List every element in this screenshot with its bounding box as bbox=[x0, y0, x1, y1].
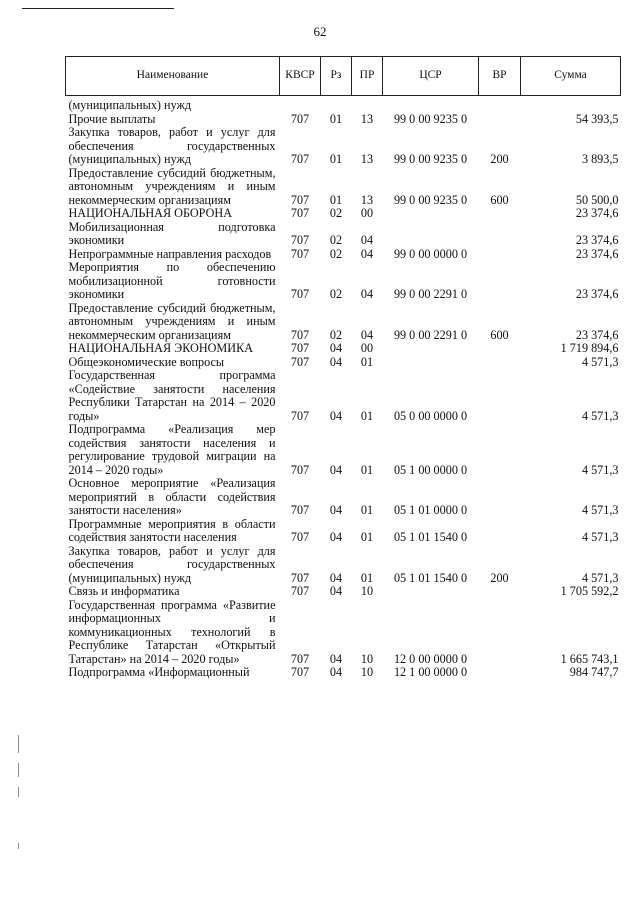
cell-vr bbox=[479, 261, 521, 302]
header-rz: Рз bbox=[321, 57, 352, 96]
cell-name: НАЦИОНАЛЬНАЯ ОБОРОНА bbox=[68, 206, 233, 220]
cell-kvsr: 707 bbox=[290, 327, 310, 342]
cell-vr bbox=[479, 96, 521, 113]
table-row bbox=[66, 545, 621, 586]
header-kvsr: КВСР bbox=[280, 57, 321, 96]
cell-pr: 04 bbox=[360, 327, 374, 342]
cell-sum: 23 374,6 bbox=[575, 327, 619, 342]
table-row bbox=[66, 248, 621, 262]
cell-sum: 50 500,0 bbox=[575, 192, 619, 207]
table-row bbox=[66, 599, 621, 667]
cell-vr bbox=[479, 477, 521, 518]
page-number: 62 bbox=[313, 24, 327, 39]
cell-pr: 13 bbox=[360, 152, 374, 166]
cell-kvsr: 707 bbox=[290, 503, 310, 517]
cell-csr bbox=[383, 356, 479, 370]
cell-sum: 1 665 743,1 bbox=[560, 651, 619, 666]
cell-vr: 600 bbox=[490, 327, 509, 342]
cell-csr bbox=[383, 585, 479, 599]
cell-vr bbox=[479, 221, 521, 248]
cell-name: Общеэкономические вопросы bbox=[68, 354, 225, 369]
cell-pr: 10 bbox=[360, 665, 374, 679]
cell-sum: 3 893,5 bbox=[581, 152, 619, 166]
cell-rz: 04 bbox=[329, 570, 343, 585]
table-row bbox=[66, 666, 621, 680]
cell-vr: 600 bbox=[490, 192, 509, 207]
cell-rz: 04 bbox=[329, 462, 343, 477]
cell-sum: 4 571,3 bbox=[581, 408, 619, 423]
cell-pr: 13 bbox=[360, 111, 374, 126]
cell-pr: 01 bbox=[360, 354, 374, 369]
cell-vr bbox=[479, 666, 521, 680]
cell-kvsr: 707 bbox=[290, 341, 310, 355]
table-row bbox=[66, 585, 621, 599]
cell-csr: 05 1 00 0000 0 bbox=[393, 462, 468, 477]
cell-pr: 13 bbox=[360, 192, 374, 207]
cell-csr bbox=[383, 221, 479, 248]
cell-rz: 02 bbox=[329, 287, 343, 301]
cell-vr: 200 bbox=[490, 570, 509, 585]
cell-sum: 1 719 894,6 bbox=[560, 341, 619, 355]
cell-vr bbox=[479, 518, 521, 545]
cell-pr bbox=[352, 96, 383, 113]
cell-pr: 10 bbox=[360, 651, 374, 666]
table-row bbox=[66, 356, 621, 370]
table-row bbox=[66, 221, 621, 248]
cell-kvsr: 707 bbox=[290, 111, 310, 126]
cell-sum: 984 747,7 bbox=[569, 665, 619, 679]
cell-kvsr: 707 bbox=[290, 570, 310, 585]
cell-pr: 01 bbox=[360, 503, 374, 517]
cell-rz: 04 bbox=[329, 584, 343, 598]
table-row bbox=[66, 126, 621, 167]
cell-csr: 99 0 00 2291 0 bbox=[393, 327, 468, 342]
table-row bbox=[66, 369, 621, 423]
cell-sum: 23 374,6 bbox=[575, 233, 619, 247]
cell-csr: 12 1 00 0000 0 bbox=[393, 665, 468, 679]
cell-rz: 04 bbox=[329, 503, 343, 517]
cell-pr: 00 bbox=[360, 341, 374, 355]
header-csr: ЦСР bbox=[383, 57, 479, 96]
cell-csr bbox=[383, 342, 479, 356]
cell-vr bbox=[479, 248, 521, 262]
cell-sum bbox=[521, 96, 621, 113]
cell-kvsr: 707 bbox=[290, 354, 310, 369]
cell-vr bbox=[479, 207, 521, 221]
cell-sum: 4 571,3 bbox=[581, 530, 619, 544]
cell-kvsr: 707 bbox=[290, 233, 310, 247]
cell-pr: 10 bbox=[360, 584, 374, 598]
cell-rz: 02 bbox=[329, 327, 343, 342]
cell-name: Мобилизационная подготовка экономики bbox=[68, 219, 276, 247]
cell-vr bbox=[479, 113, 521, 127]
table-row bbox=[66, 342, 621, 356]
cell-rz: 01 bbox=[329, 152, 343, 166]
cell-vr bbox=[479, 585, 521, 599]
cell-rz: 04 bbox=[329, 530, 343, 544]
cell-kvsr: 707 bbox=[290, 584, 310, 598]
cell-name: (муниципальных) нужд bbox=[68, 98, 192, 112]
cell-sum: 1 705 592,2 bbox=[560, 584, 619, 598]
cell-csr: 99 0 00 0000 0 bbox=[393, 246, 468, 261]
header-sum: Сумма bbox=[521, 57, 621, 96]
cell-name: Закупка товаров, работ и услуг для обеспечения государственных (муниципальных) нужд bbox=[68, 543, 276, 585]
header-vr: ВР bbox=[479, 57, 521, 96]
cell-rz: 02 bbox=[329, 246, 343, 261]
cell-kvsr: 707 bbox=[290, 206, 310, 220]
cell-csr: 99 0 00 9235 0 bbox=[393, 192, 468, 207]
cell-sum: 4 571,3 bbox=[581, 462, 619, 477]
cell-rz: 02 bbox=[329, 233, 343, 247]
header-name: Наименование bbox=[66, 57, 280, 96]
budget-table bbox=[65, 56, 621, 680]
cell-name: Закупка товаров, работ и услуг для обеспечения государственных (муниципальных) нужд bbox=[68, 125, 276, 166]
cell-kvsr: 707 bbox=[290, 651, 310, 666]
cell-name: Прочие выплаты bbox=[68, 111, 156, 126]
cell-rz: 04 bbox=[329, 665, 343, 679]
cell-csr: 05 1 01 0000 0 bbox=[393, 503, 468, 517]
cell-kvsr: 707 bbox=[290, 287, 310, 301]
cell-name: Подпрограмма «Информационный bbox=[68, 665, 250, 679]
cell-name: Подпрограмма «Реализация мер содействия занятости населения и регулирование трудовой миграции на 2014 – 2020 годы» bbox=[68, 422, 276, 477]
cell-name: Программные мероприятия в области содействия занятости населения bbox=[68, 516, 276, 544]
cell-sum: 23 374,6 bbox=[575, 206, 619, 220]
cell-sum: 4 571,3 bbox=[581, 354, 619, 369]
cell-rz bbox=[321, 96, 352, 113]
cell-rz: 04 bbox=[329, 354, 343, 369]
table-row bbox=[66, 518, 621, 545]
cell-sum: 54 393,5 bbox=[575, 111, 619, 126]
cell-rz: 02 bbox=[329, 206, 343, 220]
cell-kvsr: 707 bbox=[290, 665, 310, 679]
top-rule bbox=[22, 8, 174, 9]
cell-csr: 05 1 01 1540 0 bbox=[393, 570, 468, 585]
cell-csr: 12 0 00 0000 0 bbox=[393, 651, 468, 666]
cell-vr bbox=[479, 423, 521, 477]
cell-pr: 04 bbox=[360, 246, 374, 261]
cell-rz: 04 bbox=[329, 408, 343, 423]
cell-name: Предоставление субсидий бюджетным, автономным учреждениям и иным некоммерческим организациям bbox=[68, 300, 276, 342]
cell-csr: 99 0 00 9235 0 bbox=[393, 111, 468, 126]
cell-csr: 05 0 00 0000 0 bbox=[393, 408, 468, 423]
cell-sum: 23 374,6 bbox=[575, 246, 619, 261]
cell-csr: 99 0 00 9235 0 bbox=[393, 152, 468, 166]
table-row bbox=[66, 423, 621, 477]
table-row bbox=[66, 167, 621, 208]
table-row bbox=[66, 477, 621, 518]
table-row bbox=[66, 261, 621, 302]
table-body bbox=[66, 96, 621, 680]
cell-csr bbox=[383, 207, 479, 221]
table-row bbox=[66, 96, 621, 113]
table-header bbox=[66, 57, 621, 96]
cell-vr bbox=[479, 342, 521, 356]
cell-kvsr: 707 bbox=[290, 530, 310, 544]
cell-kvsr: 707 bbox=[290, 462, 310, 477]
cell-name: Государственная программа «Содействие занятости населения Республики Татарстан на 2014 – 2020 годы» bbox=[68, 368, 276, 423]
cell-csr: 05 1 01 1540 0 bbox=[393, 530, 468, 544]
cell-kvsr bbox=[280, 96, 321, 113]
cell-pr: 04 bbox=[360, 233, 374, 247]
cell-vr bbox=[479, 369, 521, 423]
cell-rz: 01 bbox=[329, 192, 343, 207]
cell-pr: 01 bbox=[360, 570, 374, 585]
cell-vr bbox=[479, 356, 521, 370]
margin-marks bbox=[18, 735, 20, 855]
table-row bbox=[66, 302, 621, 343]
cell-name: Мероприятия по обеспечению мобилизационной готовности экономики bbox=[68, 260, 276, 301]
cell-rz: 04 bbox=[329, 341, 343, 355]
cell-kvsr: 707 bbox=[290, 408, 310, 423]
cell-pr: 01 bbox=[360, 530, 374, 544]
cell-kvsr: 707 bbox=[290, 152, 310, 166]
cell-sum: 4 571,3 bbox=[581, 503, 619, 517]
cell-rz: 04 bbox=[329, 651, 343, 666]
cell-vr: 200 bbox=[490, 152, 509, 166]
cell-vr bbox=[479, 599, 521, 667]
cell-csr: 99 0 00 2291 0 bbox=[393, 287, 468, 301]
cell-pr: 01 bbox=[360, 462, 374, 477]
cell-name: Непрограммные направления расходов bbox=[68, 246, 272, 261]
cell-kvsr: 707 bbox=[290, 246, 310, 261]
table-row bbox=[66, 207, 621, 221]
cell-pr: 04 bbox=[360, 287, 374, 301]
cell-name: Государственная программа «Развитие информационных и коммуникационных технологий в Республике Татарстан «Открытый Татарстан» на 2014 – 2020 годы» bbox=[68, 597, 276, 666]
cell-sum: 4 571,3 bbox=[581, 570, 619, 585]
cell-sum: 23 374,6 bbox=[575, 287, 619, 301]
cell-name: НАЦИОНАЛЬНАЯ ЭКОНОМИКА bbox=[68, 341, 253, 355]
cell-csr bbox=[383, 96, 479, 113]
cell-name: Связь и информатика bbox=[68, 584, 180, 598]
cell-name: Основное мероприятие «Реализация мероприятий в области содействия занятости населения» bbox=[68, 476, 276, 517]
cell-rz: 01 bbox=[329, 111, 343, 126]
cell-name: Предоставление субсидий бюджетным, автономным учреждениям и иным некоммерческим организациям bbox=[68, 165, 276, 207]
cell-pr: 00 bbox=[360, 206, 374, 220]
table-row bbox=[66, 113, 621, 127]
header-pr: ПР bbox=[352, 57, 383, 96]
cell-pr: 01 bbox=[360, 408, 374, 423]
cell-kvsr: 707 bbox=[290, 192, 310, 207]
